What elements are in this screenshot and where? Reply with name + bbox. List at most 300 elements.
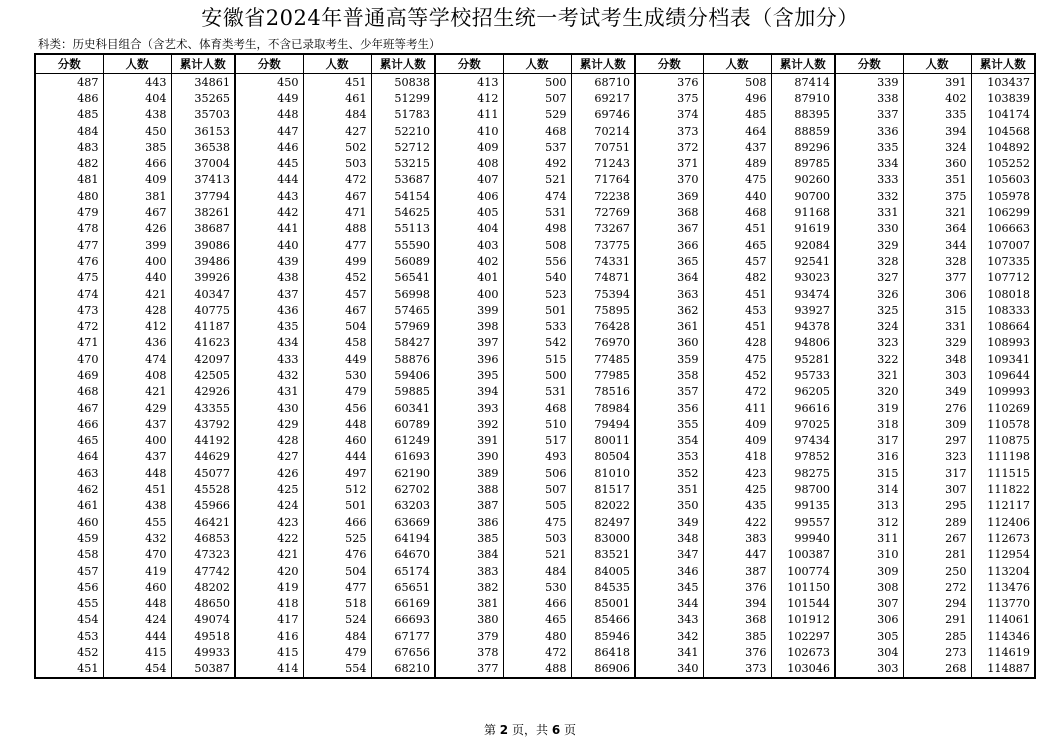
- current-page-number: 2: [499, 723, 509, 737]
- score-cell: 461: [35, 498, 103, 514]
- cumulative-cell: 108993: [971, 335, 1035, 351]
- cumulative-cell: 105252: [971, 155, 1035, 171]
- cumulative-cell: 51783: [371, 107, 435, 123]
- cumulative-cell: 39086: [171, 237, 235, 253]
- count-cell: 422: [703, 514, 771, 530]
- cumulative-cell: 37413: [171, 172, 235, 188]
- table-row: [35, 498, 1035, 514]
- table-row: [35, 302, 1035, 318]
- cumulative-cell: 102297: [771, 628, 835, 644]
- cumulative-cell: 102673: [771, 644, 835, 660]
- table-row: [35, 90, 1035, 106]
- cumulative-cell: 82497: [571, 514, 635, 530]
- count-cell: 501: [503, 302, 571, 318]
- count-cell: 387: [703, 563, 771, 579]
- score-cell: 454: [35, 612, 103, 628]
- count-header: 人数: [703, 54, 771, 74]
- cumulative-cell: 78984: [571, 400, 635, 416]
- count-cell: 437: [703, 139, 771, 155]
- table-row: [35, 530, 1035, 546]
- cumulative-cell: 108018: [971, 286, 1035, 302]
- score-cell: 408: [435, 155, 503, 171]
- cumulative-cell: 65651: [371, 579, 435, 595]
- count-cell: 518: [303, 596, 371, 612]
- score-cell: 411: [435, 107, 503, 123]
- cumulative-cell: 38687: [171, 221, 235, 237]
- cumulative-header: 累计人数: [971, 54, 1035, 74]
- score-cell: 432: [235, 367, 303, 383]
- count-cell: 409: [103, 172, 171, 188]
- count-cell: 317: [903, 465, 971, 481]
- cumulative-cell: 97025: [771, 416, 835, 432]
- table-row: [35, 514, 1035, 530]
- score-cell: 462: [35, 481, 103, 497]
- cumulative-cell: 101912: [771, 612, 835, 628]
- score-cell: 337: [835, 107, 903, 123]
- score-cell: 372: [635, 139, 703, 155]
- count-cell: 477: [303, 579, 371, 595]
- cumulative-cell: 96616: [771, 400, 835, 416]
- score-cell: 414: [235, 661, 303, 678]
- count-cell: 409: [703, 433, 771, 449]
- count-cell: 268: [903, 661, 971, 678]
- score-cell: 459: [35, 530, 103, 546]
- score-cell: 422: [235, 530, 303, 546]
- cumulative-cell: 57969: [371, 318, 435, 334]
- count-cell: 344: [903, 237, 971, 253]
- count-cell: 470: [103, 547, 171, 563]
- count-cell: 475: [703, 172, 771, 188]
- count-cell: 521: [503, 547, 571, 563]
- count-cell: 508: [703, 74, 771, 91]
- cumulative-cell: 107007: [971, 237, 1035, 253]
- count-cell: 479: [303, 644, 371, 660]
- score-cell: 305: [835, 628, 903, 644]
- count-cell: 444: [103, 628, 171, 644]
- cumulative-cell: 69746: [571, 107, 635, 123]
- cumulative-cell: 42926: [171, 384, 235, 400]
- cumulative-cell: 109341: [971, 351, 1035, 367]
- score-cell: 369: [635, 188, 703, 204]
- cumulative-cell: 43792: [171, 416, 235, 432]
- count-cell: 507: [503, 90, 571, 106]
- score-cell: 382: [435, 579, 503, 595]
- count-cell: 281: [903, 547, 971, 563]
- score-cell: 397: [435, 335, 503, 351]
- count-cell: 506: [503, 465, 571, 481]
- cumulative-cell: 62190: [371, 465, 435, 481]
- count-cell: 383: [703, 530, 771, 546]
- cumulative-cell: 35265: [171, 90, 235, 106]
- score-cell: 352: [635, 465, 703, 481]
- cumulative-cell: 57465: [371, 302, 435, 318]
- count-cell: 472: [503, 644, 571, 660]
- score-cell: 386: [435, 514, 503, 530]
- count-cell: 364: [903, 221, 971, 237]
- score-cell: 370: [635, 172, 703, 188]
- cumulative-cell: 36538: [171, 139, 235, 155]
- score-cell: 440: [235, 237, 303, 253]
- count-cell: 554: [303, 661, 371, 678]
- score-cell: 375: [635, 90, 703, 106]
- table-row: [35, 400, 1035, 416]
- table-body: [35, 74, 1035, 678]
- count-cell: 376: [703, 579, 771, 595]
- score-cell: 380: [435, 612, 503, 628]
- table-row: [35, 465, 1035, 481]
- cumulative-cell: 110578: [971, 416, 1035, 432]
- cumulative-cell: 106663: [971, 221, 1035, 237]
- cumulative-cell: 98275: [771, 465, 835, 481]
- table-row: [35, 188, 1035, 204]
- score-cell: 356: [635, 400, 703, 416]
- score-cell: 463: [35, 465, 103, 481]
- cumulative-cell: 75895: [571, 302, 635, 318]
- count-cell: 402: [903, 90, 971, 106]
- count-cell: 556: [503, 253, 571, 269]
- cumulative-cell: 54154: [371, 188, 435, 204]
- score-cell: 465: [35, 433, 103, 449]
- count-cell: 467: [103, 204, 171, 220]
- count-cell: 409: [703, 416, 771, 432]
- count-cell: 425: [703, 481, 771, 497]
- cumulative-cell: 114346: [971, 628, 1035, 644]
- score-cell: 424: [235, 498, 303, 514]
- score-cell: 350: [635, 498, 703, 514]
- score-cell: 328: [835, 253, 903, 269]
- score-cell: 446: [235, 139, 303, 155]
- score-cell: 338: [835, 90, 903, 106]
- table-row: [35, 155, 1035, 171]
- count-cell: 484: [503, 563, 571, 579]
- score-cell: 413: [435, 74, 503, 91]
- cumulative-cell: 114061: [971, 612, 1035, 628]
- score-cell: 442: [235, 204, 303, 220]
- count-cell: 512: [303, 481, 371, 497]
- count-cell: 306: [903, 286, 971, 302]
- cumulative-cell: 109993: [971, 384, 1035, 400]
- cumulative-cell: 45528: [171, 481, 235, 497]
- cumulative-cell: 110875: [971, 433, 1035, 449]
- cumulative-cell: 99940: [771, 530, 835, 546]
- score-cell: 482: [35, 155, 103, 171]
- score-cell: 428: [235, 433, 303, 449]
- cumulative-cell: 94806: [771, 335, 835, 351]
- count-cell: 328: [903, 253, 971, 269]
- table-row: [35, 204, 1035, 220]
- score-cell: 308: [835, 579, 903, 595]
- cumulative-cell: 91619: [771, 221, 835, 237]
- cumulative-cell: 114887: [971, 661, 1035, 678]
- count-cell: 465: [703, 237, 771, 253]
- score-cell: 412: [435, 90, 503, 106]
- score-cell: 379: [435, 628, 503, 644]
- count-cell: 447: [703, 547, 771, 563]
- cumulative-cell: 112673: [971, 530, 1035, 546]
- table-row: [35, 547, 1035, 563]
- score-cell: 325: [835, 302, 903, 318]
- count-cell: 375: [903, 188, 971, 204]
- count-cell: 542: [503, 335, 571, 351]
- cumulative-cell: 41623: [171, 335, 235, 351]
- score-cell: 348: [635, 530, 703, 546]
- score-cell: 464: [35, 449, 103, 465]
- count-cell: 399: [103, 237, 171, 253]
- count-cell: 385: [703, 628, 771, 644]
- count-cell: 453: [703, 302, 771, 318]
- score-cell: 316: [835, 449, 903, 465]
- score-cell: 331: [835, 204, 903, 220]
- score-cell: 355: [635, 416, 703, 432]
- cumulative-cell: 67656: [371, 644, 435, 660]
- count-cell: 444: [303, 449, 371, 465]
- score-cell: 483: [35, 139, 103, 155]
- score-cell: 363: [635, 286, 703, 302]
- cumulative-cell: 40775: [171, 302, 235, 318]
- score-cell: 313: [835, 498, 903, 514]
- score-cell: 321: [835, 367, 903, 383]
- count-cell: 376: [703, 644, 771, 660]
- count-cell: 411: [703, 400, 771, 416]
- count-cell: 291: [903, 612, 971, 628]
- count-cell: 426: [103, 221, 171, 237]
- score-cell: 390: [435, 449, 503, 465]
- score-cell: 450: [235, 74, 303, 91]
- cumulative-cell: 90700: [771, 188, 835, 204]
- cumulative-cell: 59406: [371, 367, 435, 383]
- count-cell: 428: [103, 302, 171, 318]
- count-cell: 448: [103, 465, 171, 481]
- score-cell: 486: [35, 90, 103, 106]
- score-cell: 319: [835, 400, 903, 416]
- count-cell: 485: [703, 107, 771, 123]
- cumulative-cell: 38261: [171, 204, 235, 220]
- cumulative-cell: 81517: [571, 481, 635, 497]
- count-cell: 349: [903, 384, 971, 400]
- table-row: [35, 628, 1035, 644]
- cumulative-cell: 66693: [371, 612, 435, 628]
- count-cell: 454: [103, 661, 171, 678]
- score-cell: 487: [35, 74, 103, 91]
- cumulative-cell: 76970: [571, 335, 635, 351]
- score-cell: 345: [635, 579, 703, 595]
- score-cell: 475: [35, 270, 103, 286]
- cumulative-cell: 101544: [771, 596, 835, 612]
- table-row: [35, 74, 1035, 91]
- count-cell: 523: [503, 286, 571, 302]
- cumulative-cell: 47742: [171, 563, 235, 579]
- table-row: [35, 433, 1035, 449]
- count-cell: 276: [903, 400, 971, 416]
- count-cell: 303: [903, 367, 971, 383]
- count-cell: 331: [903, 318, 971, 334]
- cumulative-cell: 44629: [171, 449, 235, 465]
- cumulative-cell: 103437: [971, 74, 1035, 91]
- cumulative-cell: 97852: [771, 449, 835, 465]
- footer-suffix: 页: [564, 723, 577, 737]
- score-cell: 409: [435, 139, 503, 155]
- cumulative-cell: 45966: [171, 498, 235, 514]
- score-cell: 404: [435, 221, 503, 237]
- score-cell: 318: [835, 416, 903, 432]
- score-cell: 396: [435, 351, 503, 367]
- cumulative-cell: 83000: [571, 530, 635, 546]
- count-cell: 348: [903, 351, 971, 367]
- count-cell: 503: [503, 530, 571, 546]
- count-cell: 272: [903, 579, 971, 595]
- cumulative-cell: 58427: [371, 335, 435, 351]
- cumulative-cell: 53687: [371, 172, 435, 188]
- count-cell: 465: [503, 612, 571, 628]
- score-cell: 310: [835, 547, 903, 563]
- cumulative-cell: 111822: [971, 481, 1035, 497]
- page-footer: [0, 722, 1060, 738]
- score-cell: 468: [35, 384, 103, 400]
- score-cell: 481: [35, 172, 103, 188]
- count-cell: 385: [103, 139, 171, 155]
- cumulative-cell: 91168: [771, 204, 835, 220]
- score-cell: 455: [35, 596, 103, 612]
- count-cell: 423: [703, 465, 771, 481]
- count-cell: 458: [303, 335, 371, 351]
- cumulative-cell: 92084: [771, 237, 835, 253]
- score-cell: 330: [835, 221, 903, 237]
- cumulative-header: 累计人数: [371, 54, 435, 74]
- cumulative-cell: 50838: [371, 74, 435, 91]
- score-cell: 474: [35, 286, 103, 302]
- table-row: [35, 449, 1035, 465]
- count-cell: 505: [503, 498, 571, 514]
- cumulative-header: 累计人数: [571, 54, 635, 74]
- cumulative-cell: 43355: [171, 400, 235, 416]
- count-header: 人数: [103, 54, 171, 74]
- score-cell: 448: [235, 107, 303, 123]
- cumulative-cell: 74871: [571, 270, 635, 286]
- score-cell: 437: [235, 286, 303, 302]
- cumulative-cell: 60341: [371, 400, 435, 416]
- table-row: [35, 270, 1035, 286]
- count-cell: 412: [103, 318, 171, 334]
- count-cell: 508: [503, 237, 571, 253]
- count-cell: 315: [903, 302, 971, 318]
- cumulative-cell: 65174: [371, 563, 435, 579]
- score-cell: 415: [235, 644, 303, 660]
- cumulative-cell: 48202: [171, 579, 235, 595]
- count-cell: 381: [103, 188, 171, 204]
- cumulative-cell: 61693: [371, 449, 435, 465]
- count-cell: 451: [303, 74, 371, 91]
- score-cell: 335: [835, 139, 903, 155]
- count-cell: 451: [103, 481, 171, 497]
- count-cell: 267: [903, 530, 971, 546]
- score-cell: 307: [835, 596, 903, 612]
- score-cell: 478: [35, 221, 103, 237]
- cumulative-cell: 90260: [771, 172, 835, 188]
- count-cell: 530: [503, 579, 571, 595]
- count-cell: 493: [503, 449, 571, 465]
- count-cell: 435: [703, 498, 771, 514]
- cumulative-cell: 89296: [771, 139, 835, 155]
- score-cell: 367: [635, 221, 703, 237]
- cumulative-cell: 72769: [571, 204, 635, 220]
- cumulative-cell: 63203: [371, 498, 435, 514]
- score-cell: 317: [835, 433, 903, 449]
- cumulative-cell: 95281: [771, 351, 835, 367]
- count-cell: 515: [503, 351, 571, 367]
- score-cell: 389: [435, 465, 503, 481]
- score-cell: 332: [835, 188, 903, 204]
- score-cell: 401: [435, 270, 503, 286]
- table-row: [35, 612, 1035, 628]
- count-cell: 504: [303, 318, 371, 334]
- cumulative-cell: 97434: [771, 433, 835, 449]
- table-row: [35, 644, 1035, 660]
- count-cell: 540: [503, 270, 571, 286]
- score-cell: 445: [235, 155, 303, 171]
- table-row: [35, 335, 1035, 351]
- cumulative-cell: 77985: [571, 367, 635, 383]
- cumulative-cell: 77485: [571, 351, 635, 367]
- cumulative-cell: 108333: [971, 302, 1035, 318]
- score-cell: 393: [435, 400, 503, 416]
- count-cell: 324: [903, 139, 971, 155]
- cumulative-cell: 112117: [971, 498, 1035, 514]
- cumulative-cell: 84535: [571, 579, 635, 595]
- count-cell: 500: [503, 74, 571, 91]
- score-header: 分数: [35, 54, 103, 74]
- cumulative-cell: 86906: [571, 661, 635, 678]
- table-row: [35, 107, 1035, 123]
- count-cell: 451: [703, 286, 771, 302]
- cumulative-cell: 44192: [171, 433, 235, 449]
- cumulative-cell: 94378: [771, 318, 835, 334]
- score-cell: 361: [635, 318, 703, 334]
- cumulative-cell: 53215: [371, 155, 435, 171]
- cumulative-cell: 74331: [571, 253, 635, 269]
- count-cell: 537: [503, 139, 571, 155]
- table-row: [35, 384, 1035, 400]
- count-cell: 488: [303, 221, 371, 237]
- count-cell: 472: [303, 172, 371, 188]
- cumulative-cell: 112954: [971, 547, 1035, 563]
- cumulative-cell: 68210: [371, 661, 435, 678]
- count-cell: 524: [303, 612, 371, 628]
- score-cell: 373: [635, 123, 703, 139]
- count-cell: 450: [103, 123, 171, 139]
- cumulative-cell: 67177: [371, 628, 435, 644]
- cumulative-cell: 107335: [971, 253, 1035, 269]
- count-cell: 451: [703, 318, 771, 334]
- score-cell: 327: [835, 270, 903, 286]
- table-row: [35, 139, 1035, 155]
- score-cell: 391: [435, 433, 503, 449]
- score-cell: 485: [35, 107, 103, 123]
- score-cell: 466: [35, 416, 103, 432]
- cumulative-cell: 100774: [771, 563, 835, 579]
- count-cell: 468: [703, 204, 771, 220]
- score-cell: 410: [435, 123, 503, 139]
- cumulative-cell: 103046: [771, 661, 835, 678]
- score-cell: 449: [235, 90, 303, 106]
- count-cell: 484: [303, 628, 371, 644]
- score-cell: 371: [635, 155, 703, 171]
- score-cell: 387: [435, 498, 503, 514]
- score-cell: 484: [35, 123, 103, 139]
- table-row: [35, 563, 1035, 579]
- cumulative-cell: 66169: [371, 596, 435, 612]
- cumulative-cell: 105603: [971, 172, 1035, 188]
- cumulative-cell: 93474: [771, 286, 835, 302]
